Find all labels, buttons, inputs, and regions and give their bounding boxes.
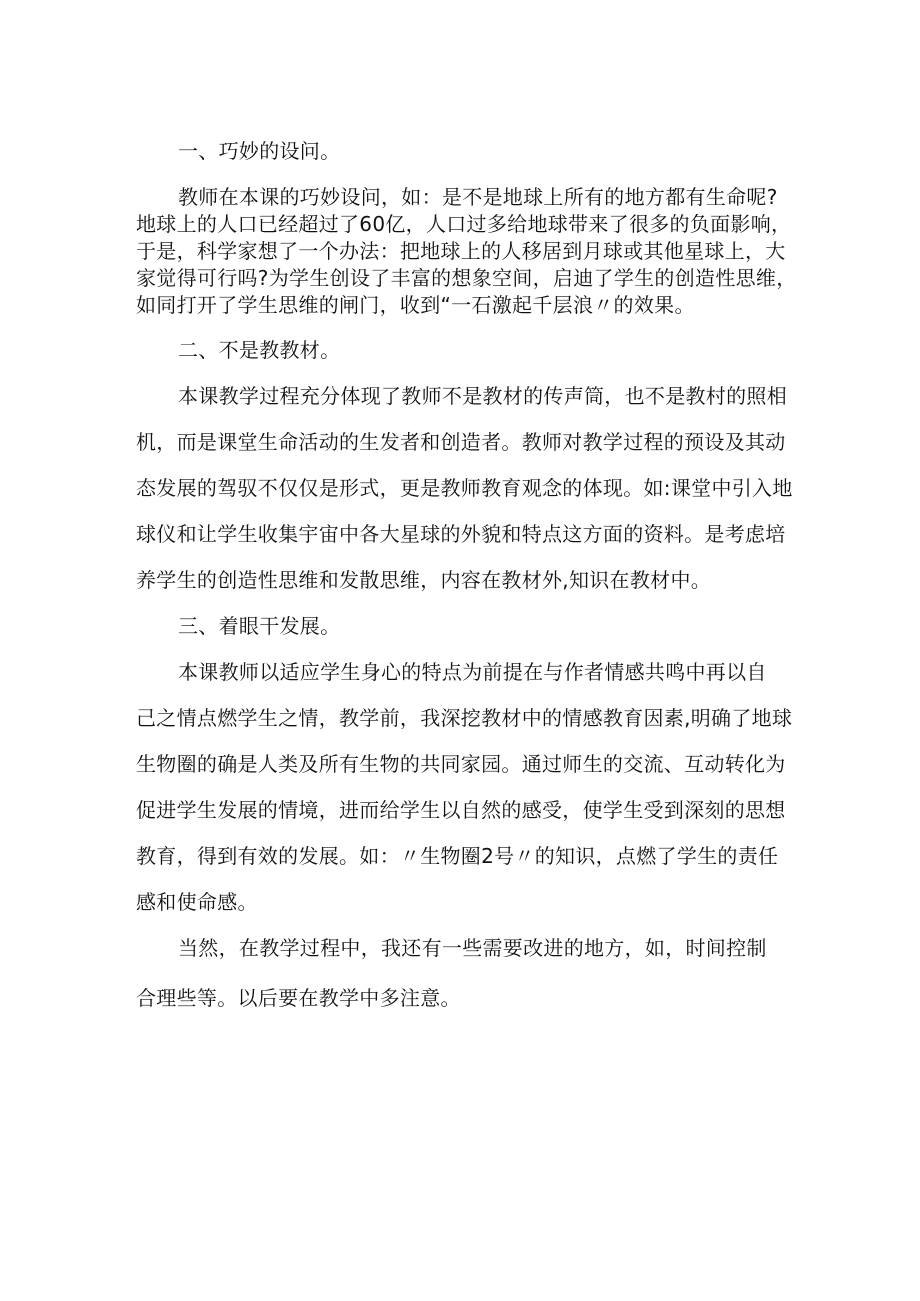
section-2-line-4: 球仪和让学生收集宇宙中各大星球的外貌和特点这方面的资料。是考虑培 [136, 522, 786, 546]
section-1-line-4: 家觉得可行吗?为学生创设了丰富的想象空间，启迪了学生的创造性思维， [136, 266, 797, 290]
section-3-line-1: 本课教师以适应学生身心的特点为前提在与作者情感共鸣中再以自 [178, 660, 767, 684]
section-2-line-1: 本课教学过程充分体现了教师不是教材的传声筒，也不是教村的照相 [178, 384, 787, 408]
section-1-line-1: 教师在本课的巧妙设问，如：是不是地球上所有的地方都有生命呢? [178, 185, 778, 209]
section-3-heading: 三、着眼干发展。 [178, 614, 341, 638]
closing-line-2: 合理些等。以后要在教学中多注意。 [136, 986, 461, 1010]
section-2-line-3: 态发展的驾驭不仅仅是形式，更是教师教育观念的体现。如:课堂中引入地 [136, 476, 793, 500]
section-2-heading: 二、不是教教材。 [178, 338, 341, 362]
section-3-line-6: 感和使命感。 [136, 890, 258, 914]
section-1-line-3: 于是，科学家想了一个办法：把地球上的人移居到月球或其他星球上，大 [136, 239, 786, 263]
section-1-line-5: 如同打开了学生思维的闸门，收到“一石激起千层浪〃的效果。 [136, 293, 695, 317]
section-3-line-2: 己之情点燃学生之情，教学前，我深挖教材中的情感教育因素,明确了地球 [136, 706, 793, 730]
closing-line-1: 当然，在教学过程中，我还有一些需要改进的地方，如，时间控制 [178, 936, 767, 960]
section-2-line-5: 养学生的创造性思维和发散思维，内容在教材外,知识在教材中。 [136, 568, 712, 592]
section-3-line-4: 促进学生发展的情境，进而给学生以自然的感受，使学生受到深刻的思想 [136, 798, 786, 822]
section-3-line-3: 生物圈的确是人类及所有生物的共同家园。通过师生的交流、互动转化为 [136, 752, 786, 776]
section-2-line-2: 机，而是课堂生命活动的生发者和创造者。教师对教学过程的预设及其动 [136, 430, 786, 454]
section-3-line-5: 教育，得到有效的发展。如：〃生物圈2号〃的知识，点燃了学生的责任 [136, 844, 779, 868]
section-1-line-2: 地球上的人口已经超过了60亿，人口过多给地球带来了很多的负面影响， [136, 212, 792, 236]
section-1-heading: 一、巧妙的设问。 [178, 139, 341, 163]
